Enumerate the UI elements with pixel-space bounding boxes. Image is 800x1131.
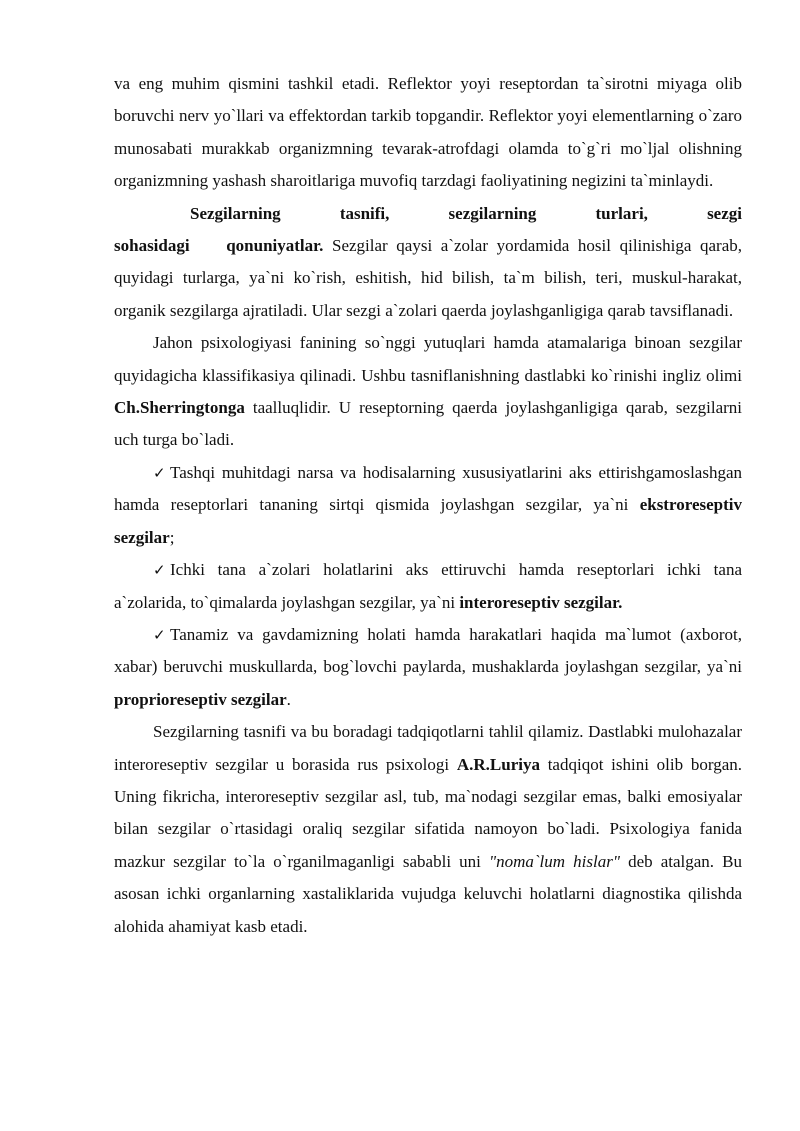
paragraph-text: Sezgilarning tasnifi va bu boradagi tadqiqotlarni tahlil qilamiz. Dastlabki mulohazalar interoreseptiv sezgilar u borasida rus psixologi (114, 722, 742, 774)
paragraph-luria (114, 716, 742, 943)
paragraph-text: va eng muhim qismini tashkil etadi. Reflektor yoyi reseptordan ta`sirotni miyaga olib boruvchi nerv yo`llari va effektordan tarkib topgandir. Reflektor yoyi elementlarning o`zaro munosabati murakkab organizmning tevarak-atrofdagi olamda to`g`ri mo`ljal olishning organizmning yashash sharoitlariga muvofiq tarzdagi faoliyatining negizini ta`minlaydi. (114, 74, 742, 191)
paragraph-text: tadqiqot ishini olib borgan. Uning fikricha, interoreseptiv sezgilar asl, tub, ma`nodagi sezgilar emas, balki emosiyalar bilan sezgilar o`rtasidagi oraliq sezgilar sifatida namoyon bo`ladi. Psixologiya fanida mazkur sezgilar to`la o`rganilmaganligi sababli uni (114, 754, 742, 871)
section-heading: Sezgilarning tasnifi, sezgilarning turlari, sezgi sohasidagi qonuniyatlar. (114, 203, 742, 256)
paragraph-text: Jahon psixologiyasi fanining so`nggi yutuqlari hamda atamalariga binoan sezgilar quyidagicha klassifikasiya qilinadi. Ushbu tasniflanishning dastlabki ko`rinishi ingliz olimi (114, 333, 742, 385)
paragraph-text: deb atalgan. Bu asosan ichki organlarning xastaliklarida vujudga keluvchi holatlarni diagnostika qilishda alohida ahamiyat kasb etadi. (114, 851, 742, 936)
term: interoreseptiv sezgilar. (459, 592, 623, 612)
scientist-name: A.R.Luriya (456, 754, 540, 774)
scientist-name: Ch.Sherringtonga (114, 398, 245, 418)
bullet-exteroceptive (114, 457, 742, 554)
bullet-text: Tashqi muhitdagi narsa va hodisalarning xususiyatlarini aks ettirishgamoslashgan hamda reseptorlari tananing sirtqi qismida joylashgan sezgilar, ya`ni (114, 462, 742, 515)
check-mark-icon: ✓ (153, 561, 166, 580)
paragraph-sherrington (114, 327, 742, 457)
paragraph-text: taalluqlidir. U reseptorning qaerda joylashganligiga qarab, sezgilarni uch turga bo`ladi. (114, 398, 742, 450)
bullet-text: . (286, 689, 291, 709)
term: proprioreseptiv sezgilar (114, 689, 287, 709)
bullet-proprioceptive (114, 619, 742, 716)
check-mark-icon: ✓ (153, 463, 166, 482)
paragraph-reflex-arc (114, 68, 742, 198)
bullet-interoceptive (114, 554, 742, 619)
term: ekstroreseptiv sezgilar (114, 495, 742, 547)
bullet-text: Tanamiz va gavdamizning holati hamda harakatlari haqida ma`lumot (axborot, xabar) beruvchi muskullarda, bog`lovchi paylarda, mushaklarda joylashgan sezgilar, ya`ni (114, 624, 742, 677)
quoted-term: "noma`lum hislar" (488, 851, 620, 871)
bullet-text: ; (169, 527, 175, 547)
check-mark-icon: ✓ (153, 625, 166, 644)
paragraph-classification-heading (114, 198, 742, 328)
bullet-text: Ichki tana a`zolari holatlarini aks ettiruvchi hamda reseptorlari ichki tana a`zolarida, to`qimalarda joylashgan sezgilar, ya`ni (114, 560, 742, 612)
paragraph-text: Sezgilar qaysi a`zolar yordamida hosil qilinishiga qarab, quyidagi turlarga, ya`ni ko`rish, eshitish, hid bilish, ta`m bilish, teri, muskul-harakat, organik sezgilarga ajratiladi. Ular sezgi a`zolari qaerda joylashganligiga qarab tavsiflanadi. (114, 236, 742, 320)
